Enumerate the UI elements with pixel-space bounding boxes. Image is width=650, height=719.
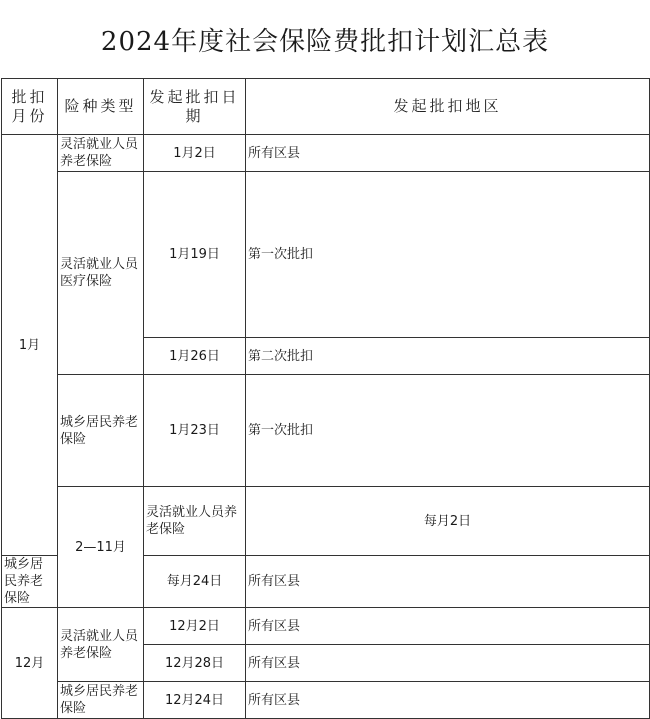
month-cell: 2—11月	[58, 487, 144, 608]
header-date: 发起批扣日期	[144, 79, 246, 135]
date-cell: 1月26日	[144, 338, 246, 375]
page-title: 2024年度社会保险费批扣计划汇总表	[100, 26, 550, 57]
header-row	[2, 79, 650, 135]
date-cell: 12月24日	[144, 682, 246, 719]
area-cell: 所有区县	[246, 556, 650, 608]
date-cell: 每月24日	[144, 556, 246, 608]
area-cell: 所有区县	[246, 645, 650, 682]
type-cell: 城乡居民养老保险	[2, 556, 58, 608]
date-cell: 1月23日	[144, 375, 246, 487]
type-cell: 灵活就业人员养老保险	[58, 135, 144, 172]
date-cell: 1月19日	[144, 172, 246, 338]
date-cell: 1月2日	[144, 135, 246, 172]
table-row	[2, 608, 650, 645]
type-cell: 灵活就业人员养老保险	[58, 608, 144, 682]
type-cell: 灵活就业人员养老保险	[144, 487, 246, 556]
table-row	[2, 375, 650, 487]
table-row	[2, 172, 650, 338]
date-cell: 12月2日	[144, 608, 246, 645]
month-cell: 12月	[2, 608, 58, 719]
area-cell: 所有区县	[246, 135, 650, 172]
type-cell: 灵活就业人员医疗保险	[58, 172, 144, 375]
table-row	[2, 487, 650, 556]
date-cell: 12月28日	[144, 645, 246, 682]
type-cell: 城乡居民养老保险	[58, 375, 144, 487]
area-cell: 第一次批扣	[246, 172, 650, 338]
area-cell: 第一次批扣	[246, 375, 650, 487]
type-cell: 城乡居民养老保险	[58, 682, 144, 719]
header-month: 批扣月份	[2, 79, 58, 135]
area-cell: 所有区县	[246, 608, 650, 645]
header-type: 险种类型	[58, 79, 144, 135]
area-cell: 第二次批扣	[246, 338, 650, 375]
table-row	[2, 135, 650, 172]
header-area: 发起批扣地区	[246, 79, 650, 135]
plan-table	[1, 78, 650, 719]
date-cell: 每月2日	[246, 487, 650, 556]
area-cell: 所有区县	[246, 682, 650, 719]
table-row	[2, 682, 650, 719]
month-cell: 1月	[2, 135, 58, 556]
